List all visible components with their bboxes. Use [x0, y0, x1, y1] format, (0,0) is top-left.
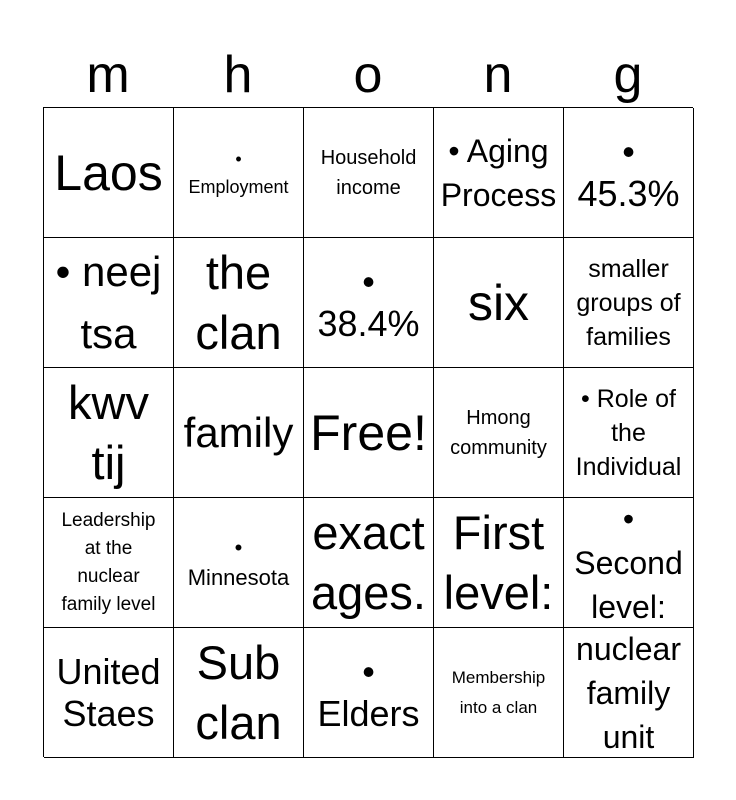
bingo-header — [43, 44, 693, 106]
bingo-cell[interactable]: First level: — [434, 498, 564, 628]
bingo-cell[interactable]: • neej tsa — [44, 238, 174, 368]
bingo-cell[interactable]: exact ages. — [304, 498, 434, 628]
bingo-cell[interactable]: Sub clan — [174, 628, 304, 758]
header-letter: g — [613, 46, 643, 104]
bingo-cell[interactable]: • Role of the Individual — [564, 368, 694, 498]
bingo-cell[interactable]: family — [174, 368, 304, 498]
bingo-cell[interactable]: Hmong community — [434, 368, 564, 498]
header-letter: o — [353, 46, 383, 104]
bingo-cell[interactable]: six — [434, 238, 564, 368]
bingo-cell[interactable]: Laos — [44, 108, 174, 238]
bingo-cell[interactable]: • Elders — [304, 628, 434, 758]
bingo-cell[interactable]: • Employment — [174, 108, 304, 238]
bingo-cell[interactable]: nuclear family unit — [564, 628, 694, 758]
bingo-board — [43, 107, 693, 757]
bingo-cell[interactable]: the clan — [174, 238, 304, 368]
bingo-cell[interactable]: smaller groups of families — [564, 238, 694, 368]
bingo-cell[interactable]: kwv tij — [44, 368, 174, 498]
bingo-cell[interactable]: • Second level: — [564, 498, 694, 628]
bingo-cell[interactable]: Membership into a clan — [434, 628, 564, 758]
bingo-cell[interactable]: • 45.3% — [564, 108, 694, 238]
header-letter: h — [223, 46, 253, 104]
bingo-cell[interactable]: • 38.4% — [304, 238, 434, 368]
bingo-cell[interactable]: Leadership at the nuclear family level — [44, 498, 174, 628]
header-letter: n — [483, 46, 513, 104]
bingo-cell[interactable]: United Staes — [44, 628, 174, 758]
bingo-cell[interactable]: • Minnesota — [174, 498, 304, 628]
bingo-cell[interactable]: Household income — [304, 108, 434, 238]
header-letter: m — [86, 46, 130, 104]
free-space[interactable]: Free! — [304, 368, 434, 498]
bingo-cell[interactable]: • Aging Process — [434, 108, 564, 238]
